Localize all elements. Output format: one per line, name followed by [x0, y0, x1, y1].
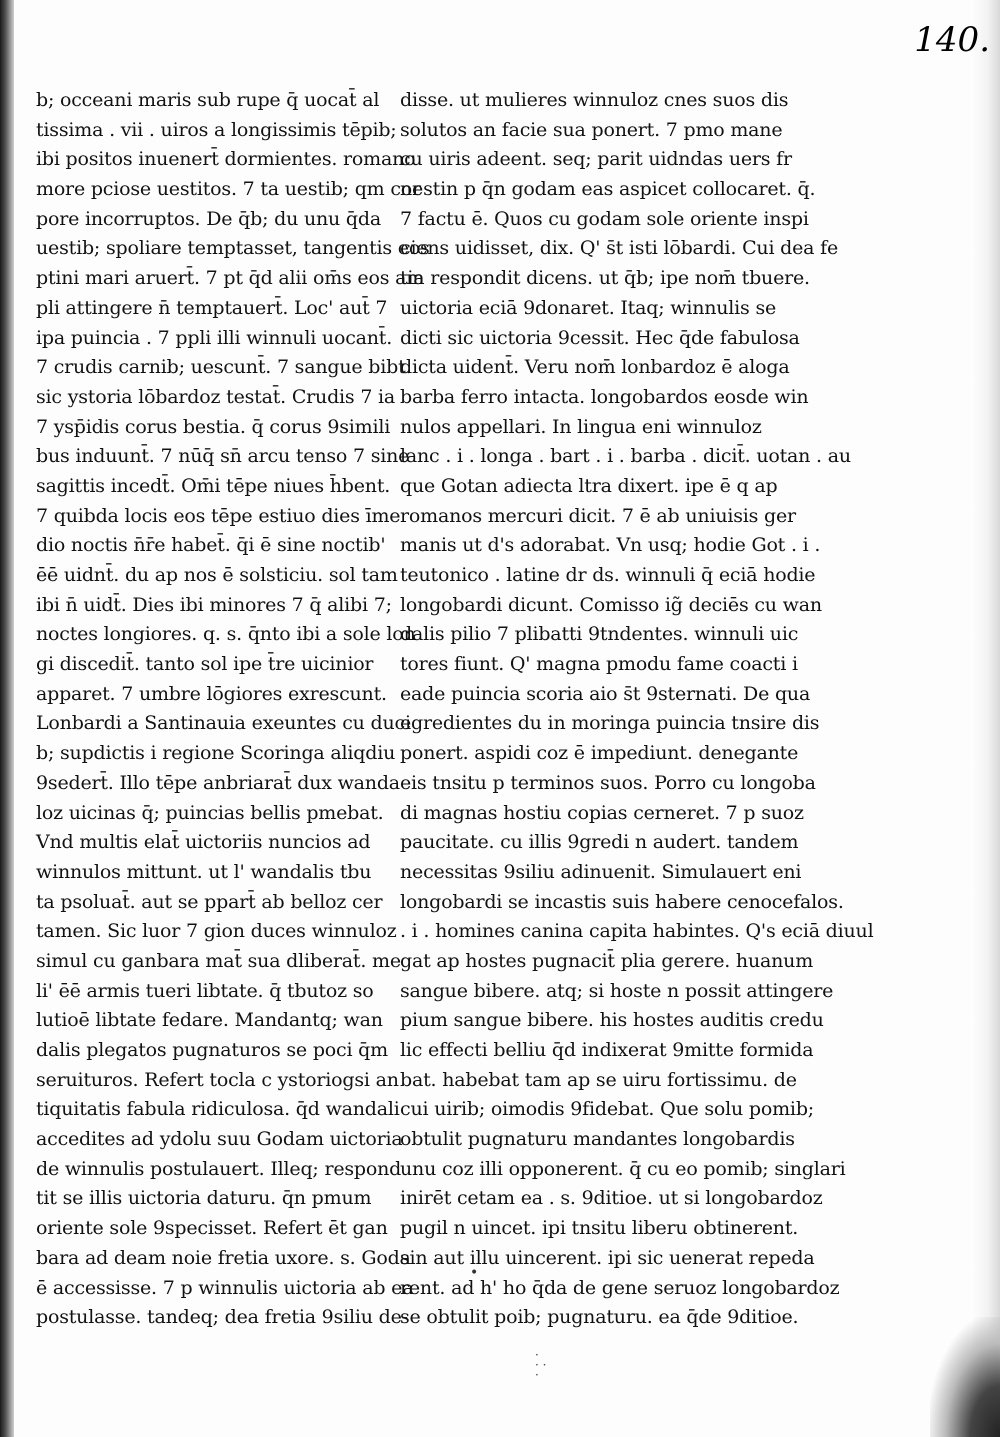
text-line: solutos an facie sua ponert. 7 pmo mane [400, 118, 783, 141]
text-line: seruituros. Refert tocla c ystoriogsi an [36, 1068, 399, 1091]
text-line: tit se illis uictoria daturu. q̄n pmum [36, 1187, 372, 1210]
page-corner-shadow [930, 1317, 1000, 1437]
text-column-left [36, 86, 430, 1333]
text-line: manis ut d's adorabat. Vn usq; hodie Got . i . [400, 534, 821, 557]
text-line: cu uiris adeent. seq; parit uidndas uers fr [400, 148, 792, 171]
text-line: ta psoluat̄. aut se ppart̄ ab belloz cer [36, 890, 383, 913]
text-line: tamen. Sic luor 7 gion duces winnuloz [36, 920, 397, 943]
text-line: ipa puincia . 7 ppli illi winnuli uocant̄. [36, 326, 393, 349]
text-line: oriente sole 9specisset. Refert ēt gan [36, 1217, 388, 1240]
text-column-right [400, 86, 874, 1333]
text-line: bara ad deam noie fretia uxore. s. Goda [36, 1246, 411, 1269]
page-right-edge [970, 0, 1000, 1437]
text-line: ponert. aspidi coz ē impediunt. denegante [400, 742, 799, 765]
text-line: ēē uidnt̄. du ap nos ē solsticiu. sol tam [36, 564, 398, 586]
text-line: simul cu ganbara mat̄ sua dliberat̄. me [36, 949, 401, 972]
text-line: teutonico . latine dr ds. winnuli q̄ eciā hodie [400, 564, 816, 586]
text-line: apparet. 7 umbre lōgiores exrescunt. [36, 682, 387, 705]
text-line: ibi positos inuenert̄ dormientes. romano [36, 148, 416, 171]
text-line: sin aut illu uincerent. ipi sic uenerat repeda [400, 1246, 815, 1269]
text-line: bat. habebat tam ap se uiru fortissimu. de [400, 1068, 797, 1091]
text-line: tiquitatis fabula ridiculosa. q̄d wandali [36, 1098, 400, 1121]
text-line: loz uicinas q̄; puincias bellis pmebat. [36, 801, 384, 824]
text-line: more pciose uestitos. 7 ta uestib; qm cor [36, 178, 421, 201]
text-line: nestin p q̄n godam eas aspicet collocaret. q̄. [400, 178, 816, 201]
text-line: longobardi dicunt. Comisso ig̃ deciēs cu wan [400, 593, 822, 616]
text-line: lutioē libtate fedare. Mandantq; wan [36, 1009, 383, 1032]
folio-number: 140. [914, 20, 990, 60]
text-line: gat ap hostes pugnacit̄ plia gerere. huanum [400, 949, 814, 972]
text-line: . i . homines canina capita habintes. Q's eciā diuul [400, 920, 874, 943]
text-line: bus induunt̄. 7 nūq̄ sn̄ arcu tenso 7 sine [36, 445, 410, 468]
text-line: dio noctis n̄r̄e habet̄. q̄i ē sine noctib' [36, 534, 386, 557]
text-line: cui uirib; oimodis 9fidebat. Que solu pomib; [400, 1098, 814, 1121]
text-line: winnulos mittunt. ut l' wandalis tbu [36, 860, 372, 883]
text-line: inirēt cetam ea . s. 9ditioe. ut si longobardoz [400, 1187, 823, 1210]
text-line: de winnulis postulauert. Illeq; respond [36, 1157, 402, 1180]
text-line: uestib; spoliare temptasset, tangentis eos [36, 237, 430, 260]
text-line: pore incorruptos. De q̄b; du unu q̄da [36, 207, 381, 230]
text-line: longobardi se incastis suis habere cenocefalos. [400, 890, 844, 913]
text-line: dicti sic uictoria 9cessit. Hec q̄de fabulosa [400, 326, 800, 349]
text-line: ciens uidisset, dix. Q' s̄t isti lōbardi. Cui dea fe [400, 237, 839, 260]
text-line: di magnas hostiu copias cerneret. 7 p suoz [400, 801, 804, 824]
text-line: unu coz illi opponerent. q̄ cu eo pomib; singlari [400, 1157, 846, 1180]
text-line: necessitas 9siliu adinuenit. Simulauert eni [400, 860, 802, 883]
text-line: sic ystoria lōbardoz testat̄. Crudis 7 ia [36, 385, 396, 408]
text-line: sangue bibere. atq; si hoste n possit attingere [400, 979, 834, 1002]
text-line: gi discedit̄. tanto sol ipe t̄re uicinior [36, 653, 374, 676]
text-line: egredientes du in moringa puincia tnsire dis [400, 712, 820, 735]
text-line: sagittis incedt̄. Om̄i tēpe niues h̄bent. [36, 474, 391, 497]
text-line: 7 quibda locis eos tēpe estiuo dies īme [36, 504, 401, 527]
text-line: lic effecti belliu q̄d indixerat 9mitte formida [400, 1039, 814, 1061]
text-line: barba ferro intacta. longobardos eosde win [400, 385, 809, 408]
ink-speck: • [470, 1265, 479, 1281]
text-line: 7 ysp̄idis corus bestia. q̄ corus 9simili [36, 415, 391, 438]
text-line: uictoria eciā 9donaret. Itaq; winnulis se [400, 296, 777, 319]
text-line: dalis pilio 7 plibatti 9tndentes. winnuli uic [400, 623, 799, 646]
text-line: 9sedert̄. Illo tēpe anbriarat̄ dux wanda [36, 771, 400, 794]
text-line: noctes longiores. q. s. q̄nto ibi a sole lon [36, 623, 416, 646]
text-line: postulasse. tandeq; dea fretia 9siliu de- [36, 1306, 408, 1329]
text-line: accedites ad ydolu suu Godam uictoria [36, 1128, 403, 1151]
text-line: lanc . i . longa . bart . i . barba . dicit̄. uotan . au [400, 445, 851, 468]
text-line: que Gotan adiecta ltra dixert. ipe ē q ap [400, 474, 778, 497]
text-line: tissima . vii . uiros a longissimis tēpib; [36, 118, 397, 141]
text-line: paucitate. cu illis 9gredi n audert. tandem [400, 831, 799, 854]
text-line: nulos appellari. In lingua eni winnuloz [400, 415, 762, 438]
text-line: disse. ut mulieres winnuloz cnes suos dis [400, 89, 789, 111]
text-line: tores fiunt. Q' magna pmodu fame coacti i [400, 653, 798, 676]
text-line: pugil n uincet. ipi tnsitu liberu obtinerent. [400, 1217, 799, 1240]
text-line: ē accessisse. 7 p winnulis uictoria ab ea [36, 1276, 414, 1299]
page-left-edge-shadow [0, 0, 14, 1437]
text-line: dicta uident̄. Veru nom̄ lonbardoz ē aloga [400, 356, 790, 379]
text-line: ptini mari aruert̄. 7 pt q̄d alii om̄s eos am [36, 267, 425, 290]
text-line: se obtulit poib; pugnaturu. ea q̄de 9ditioe. [400, 1306, 799, 1329]
text-line: b; supdictis i regione Scoringa aliqdiu [36, 742, 396, 765]
text-line: tia respondit dicens. ut q̄b; ipe nom̄ tbuere. [400, 267, 810, 290]
text-line: ibi n̄ uidt̄. Dies ibi minores 7 q̄ alibi 7; [36, 593, 392, 616]
text-line: romanos mercuri dicit. 7 ē ab uniuisis ger [400, 504, 796, 527]
ink-specks: · · · · [535, 1348, 547, 1382]
text-line: eis tnsitu p terminos suos. Porro cu longoba [400, 771, 816, 794]
text-line: pli attingere n̄ temptauert̄. Loc' aut̄ 7 [36, 296, 388, 319]
text-line: 7 crudis carnib; uescunt̄. 7 sangue bibt. [36, 356, 412, 379]
text-line: li' ēē armis tueri libtate. q̄ tbutoz so [36, 979, 374, 1002]
text-line: eade puincia scoria aio s̄t 9sternati. De qua [400, 682, 811, 705]
text-line: rent. ad h' ho q̄da de gene seruoz longobardoz [400, 1276, 840, 1299]
text-line: 7 factu ē. Quos cu godam sole oriente inspi [400, 207, 809, 230]
text-line: obtulit pugnaturu mandantes longobardis [400, 1128, 795, 1151]
text-line: Lonbardi a Santinauia exeuntes cu duci [36, 712, 411, 735]
text-line: pium sangue bibere. his hostes auditis credu [400, 1009, 824, 1032]
text-line: Vnd multis elat̄ uictoriis nuncios ad [36, 831, 371, 854]
text-line: b; occeani maris sub rupe q̄ uocat̄ al [36, 89, 380, 111]
text-line: dalis plegatos pugnaturos se poci q̄m [36, 1039, 388, 1061]
